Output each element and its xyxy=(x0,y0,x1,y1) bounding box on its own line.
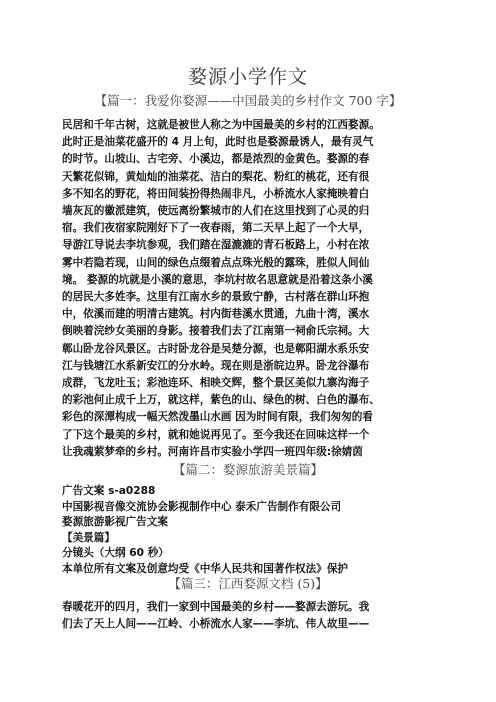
section1-line: 墙灰瓦的徽派建筑，使远离纷繁城市的人们在这里找到了心灵的归 xyxy=(62,205,370,218)
section1-line: 的居民大多姓李。这里有江南水乡的景致宁静，古村落在群山环抱 xyxy=(62,291,370,304)
section1-line: 倒映着浣纱女美丽的身影。接着我们去了江南第一祠俞氏宗祠。大 xyxy=(62,325,370,338)
section1-heading: 【篇一：我爱你婺源——中国最美的乡村作文 700 字】 xyxy=(94,93,402,108)
section3-line: 春暖花开的四月，我们一家到中国最美的乡村——婺源去游玩。我 xyxy=(62,601,370,613)
section1-line: 成群，飞龙吐玉；彩池连环、相映交辉，整个景区美似九寨沟海子 xyxy=(62,377,370,390)
section1-line: 天繁花似锦，黄灿灿的油菜花、洁白的梨花、粉红的桃花，还有很 xyxy=(62,170,370,183)
section3-heading: 【篇三：江西婺源文档 (5)】 xyxy=(168,576,328,591)
section1-line: 让我魂萦梦牵的乡村。河南许昌市实验小学四一班四年级:徐婧茵 xyxy=(62,445,363,458)
section1-line: 彩色的深潭构成一幅天然泼墨山水画 因为时间有限，我们匆匆的看 xyxy=(62,411,373,424)
section1-line: 多不知名的野花，将田间装扮得热闹非凡，小桥流水人家掩映着白 xyxy=(62,187,370,200)
section1-line: 了下这个最美的乡村，就和她说再见了。至今我还在回味这样一个 xyxy=(62,428,370,441)
section1-line: 的时节。山坡山、古宅旁、小溪边，都是浓烈的金黄色。婺源的春 xyxy=(62,153,370,166)
section2-heading: 【篇二：婺源旅游美景篇】 xyxy=(172,462,323,477)
section1-line: 中，依溪而建的明清古建筑。村内街巷溪水贯通，九曲十湾，溪水 xyxy=(62,308,370,321)
section1-line: 江与钱塘江水系新安江的分水岭。现在则是浙皖边界。卧龙谷瀑布 xyxy=(62,359,370,372)
document-title: 婺源小学作文 xyxy=(187,66,308,88)
section2-body xyxy=(62,484,442,578)
section1-line: 导游江导说去李坑参观，我们踏在湿漉漉的青石板路上，小村在浓 xyxy=(62,239,370,252)
section2-line: 婺源旅游影视广告文案 xyxy=(62,516,168,529)
section1-line: 宿。我们夜宿家院刚好下了一夜春雨，第二天早上起了一个大早， xyxy=(62,222,370,235)
section2-line: 中国影视音像交流协会影视制作中心 泰禾广告制作有限公司 xyxy=(62,500,342,513)
section1-body xyxy=(62,117,442,461)
section2-line: 【美景篇】 xyxy=(62,531,115,544)
section1-line: 的彩池何止成千上万，就这样，紫色的山、绿色的树、白色的瀑布、 xyxy=(62,394,380,407)
section1-line: 鄣山卧龙谷风景区。古时卧龙谷是吴楚分源，也是鄣阳湖水系乐安 xyxy=(62,342,370,355)
section2-line: 广告文案 s-a0288 xyxy=(62,485,156,497)
section1-line: 民居和千年古树，这就是被世人称之为中国最美的乡村的江西婺源。 xyxy=(62,119,380,131)
section1-line: 境。 婺源的坑就是小溪的意思，李坑村故名思意就是沿着这条小溪 xyxy=(62,273,373,286)
section1-line: 此时正是油菜花盛开的 4 月上旬，此时也是婺源最诱人，最有灵气 xyxy=(62,136,374,149)
section3-line: 们去了天上人间——江岭、小桥流水人家——李坑、伟人故里—— xyxy=(62,618,370,631)
section2-line: 本单位所有文案及创意均受《中华人民共和国著作权法》保护 xyxy=(62,562,349,575)
section1-line: 雾中若隐若现，山间的绿色点缀着点点珠光般的露珠，胜似人间仙 xyxy=(62,256,370,269)
section3-body xyxy=(62,599,442,633)
section2-line: 分镜头（大纲 60 秒） xyxy=(62,547,169,560)
